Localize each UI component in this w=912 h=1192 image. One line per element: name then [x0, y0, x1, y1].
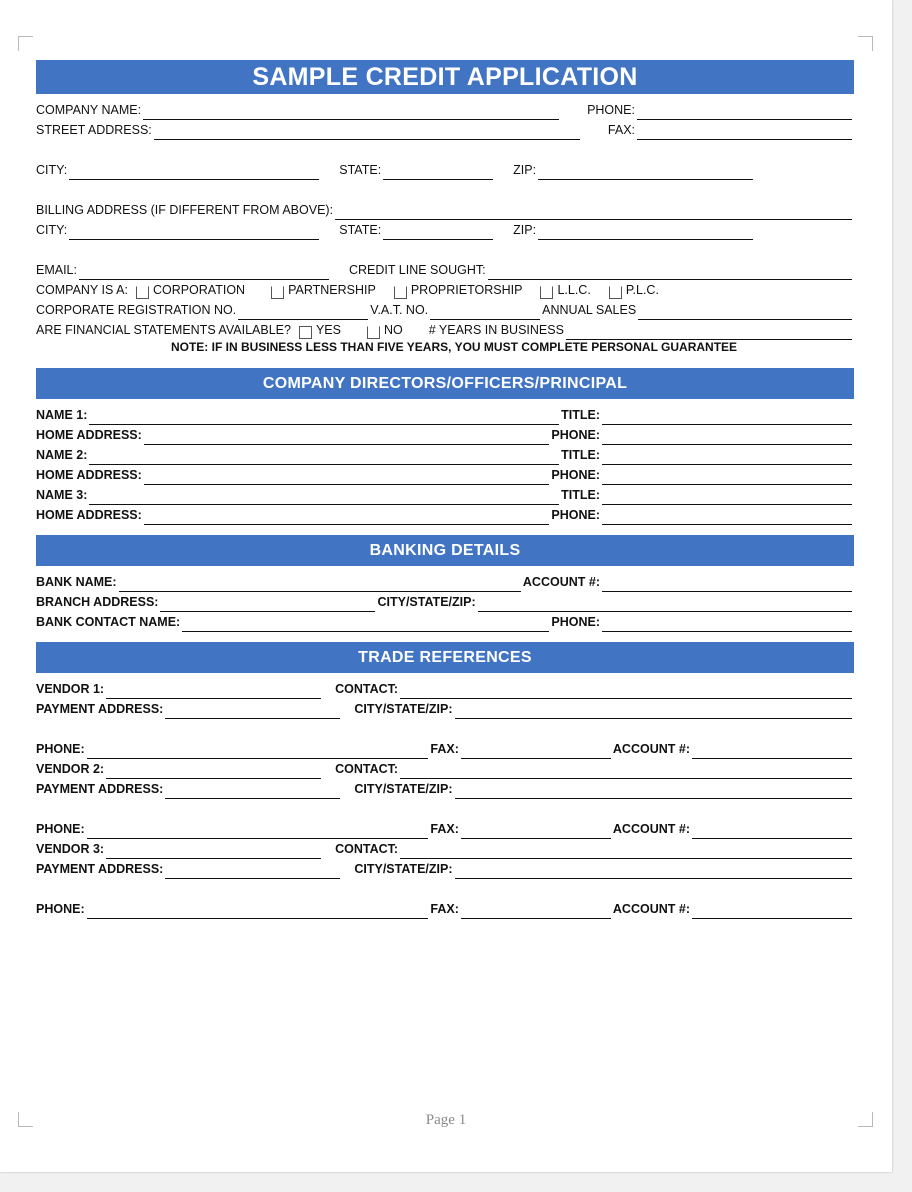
checkbox-partnership[interactable] [271, 286, 284, 299]
branch-address-input[interactable] [160, 596, 375, 612]
corporate-registration-input[interactable] [238, 304, 368, 320]
fax-input[interactable] [637, 124, 852, 140]
section-heading-banking: BANKING DETAILS [36, 535, 854, 566]
row-director-name-3 [36, 485, 854, 505]
phone-input[interactable] [637, 104, 852, 120]
row-vendor-3-payment-address [36, 859, 854, 879]
years-in-business-label: # YEARS IN BUSINESS [428, 323, 564, 337]
fax-label: FAX: [607, 123, 635, 137]
email-label: EMAIL: [36, 263, 77, 277]
vendor-2-payment-address-label: PAYMENT ADDRESS: [36, 782, 164, 796]
vendor-1-phone-input[interactable] [87, 743, 429, 759]
branch-address-label: BRANCH ADDRESS: [36, 595, 159, 609]
branch-city-state-zip-label: CITY/STATE/ZIP: [377, 595, 476, 609]
home-address-3-label: HOME ADDRESS: [36, 508, 142, 522]
title-3-input[interactable] [602, 489, 852, 505]
row-bank-name-account [36, 572, 854, 592]
financial-statements-label: ARE FINANCIAL STATEMENTS AVAILABLE? [36, 323, 291, 337]
billing-address-label: BILLING ADDRESS (IF DIFFERENT FROM ABOVE): [36, 203, 334, 217]
row-billing-address [36, 200, 854, 220]
vendor-1-contact-input[interactable] [400, 683, 852, 699]
bank-account-label: ACCOUNT #: [522, 575, 600, 589]
row-vendor-2-payment-address [36, 779, 854, 799]
vendor-2-phone-input[interactable] [87, 823, 429, 839]
zip-label: ZIP: [513, 163, 537, 177]
zip-input[interactable] [538, 164, 753, 180]
vendor-3-label: VENDOR 3: [36, 842, 105, 856]
vat-input[interactable] [430, 304, 540, 320]
vendor-3-payment-address-input[interactable] [165, 863, 340, 879]
name-1-label: NAME 1: [36, 408, 88, 422]
financials-yes-label: YES [315, 323, 341, 337]
name-1-input[interactable] [89, 409, 559, 425]
vendor-3-city-state-zip-label: CITY/STATE/ZIP: [354, 862, 453, 876]
bank-name-label: BANK NAME: [36, 575, 117, 589]
vendor-3-payment-address-label: PAYMENT ADDRESS: [36, 862, 164, 876]
row-company-name-phone [36, 100, 854, 120]
vendor-2-payment-address-input[interactable] [165, 783, 340, 799]
annual-sales-input[interactable] [638, 304, 852, 320]
vendor-2-account-input[interactable] [692, 823, 852, 839]
phone-3-input[interactable] [602, 509, 852, 525]
name-3-label: NAME 3: [36, 488, 88, 502]
email-input[interactable] [79, 264, 329, 280]
vendor-2-city-state-zip-label: CITY/STATE/ZIP: [354, 782, 453, 796]
vendor-3-input[interactable] [106, 843, 321, 859]
row-vendor-1-phone-fax-account [36, 739, 854, 759]
billing-zip-input[interactable] [538, 224, 753, 240]
row-director-address-1 [36, 425, 854, 445]
row-email-credit-line [36, 260, 854, 280]
home-address-3-input[interactable] [144, 509, 550, 525]
section-heading-trade-references: TRADE REFERENCES [36, 642, 854, 673]
vendor-3-contact-input[interactable] [400, 843, 852, 859]
row-registration-vat-sales [36, 300, 854, 320]
phone-1-label: PHONE: [551, 428, 600, 442]
title-3-label: TITLE: [561, 488, 600, 502]
vendor-2-fax-input[interactable] [461, 823, 611, 839]
vendor-2-account-label: ACCOUNT #: [612, 822, 690, 836]
state-input[interactable] [383, 164, 493, 180]
row-vendor-2-contact [36, 759, 854, 779]
personal-guarantee-note: NOTE: IF IN BUSINESS LESS THAN FIVE YEARS, YOU MUST COMPLETE PERSONAL GUARANTEE [170, 340, 738, 354]
page-footer: Page 1 [425, 1112, 467, 1128]
row-vendor-2-phone-fax-account [36, 819, 854, 839]
row-director-address-3 [36, 505, 854, 525]
vendor-1-input[interactable] [106, 683, 321, 699]
billing-city-input[interactable] [69, 224, 319, 240]
name-2-input[interactable] [89, 449, 559, 465]
credit-line-input[interactable] [488, 264, 852, 280]
phone-2-label: PHONE: [551, 468, 600, 482]
branch-city-state-zip-input[interactable] [478, 596, 852, 612]
vendor-2-phone-label: PHONE: [36, 822, 85, 836]
billing-city-label: CITY: [36, 223, 68, 237]
state-label: STATE: [339, 163, 382, 177]
crop-mark-top-left [18, 36, 33, 51]
home-address-1-input[interactable] [144, 429, 550, 445]
checkbox-corporation[interactable] [136, 286, 149, 299]
financials-no-label: NO [383, 323, 403, 337]
row-director-name-1 [36, 405, 854, 425]
street-address-input[interactable] [154, 124, 580, 140]
vendor-3-fax-input[interactable] [461, 903, 611, 919]
vendor-3-account-input[interactable] [692, 903, 852, 919]
option-label-partnership: PARTNERSHIP [288, 283, 376, 297]
row-financial-statements [36, 320, 854, 340]
title-1-input[interactable] [602, 409, 852, 425]
vendor-2-city-state-zip-input[interactable] [455, 783, 853, 799]
billing-address-input[interactable] [335, 204, 852, 220]
vendor-1-label: VENDOR 1: [36, 682, 105, 696]
bank-phone-input[interactable] [602, 616, 852, 632]
bank-contact-label: BANK CONTACT NAME: [36, 615, 181, 629]
vendor-2-fax-label: FAX: [430, 822, 459, 836]
row-vendor-3-contact [36, 839, 854, 859]
company-name-input[interactable] [143, 104, 559, 120]
vendor-3-account-label: ACCOUNT #: [612, 902, 690, 916]
title-2-label: TITLE: [561, 448, 600, 462]
name-3-input[interactable] [89, 489, 559, 505]
row-billing-city-state-zip [36, 220, 854, 240]
home-address-1-label: HOME ADDRESS: [36, 428, 142, 442]
vendor-1-contact-label: CONTACT: [335, 682, 399, 696]
vendor-2-input[interactable] [106, 763, 321, 779]
home-address-2-input[interactable] [144, 469, 550, 485]
option-label-proprietorship: PROPRIETORSHIP [410, 283, 523, 297]
bank-name-input[interactable] [119, 576, 521, 592]
vendor-3-contact-label: CONTACT: [335, 842, 399, 856]
row-company-entity-type [36, 280, 854, 300]
checkbox-proprietorship[interactable] [394, 286, 407, 299]
bank-phone-label: PHONE: [551, 615, 600, 629]
row-vendor-1-contact [36, 679, 854, 699]
vendor-1-payment-address-label: PAYMENT ADDRESS: [36, 702, 164, 716]
section-heading-directors: COMPANY DIRECTORS/OFFICERS/PRINCIPAL [36, 368, 854, 399]
phone-2-input[interactable] [602, 469, 852, 485]
vendor-1-payment-address-input[interactable] [165, 703, 340, 719]
title-2-input[interactable] [602, 449, 852, 465]
row-director-name-2 [36, 445, 854, 465]
vendor-1-fax-input[interactable] [461, 743, 611, 759]
vendor-1-phone-label: PHONE: [36, 742, 85, 756]
row-bank-contact-phone [36, 612, 854, 632]
company-is-a-label: COMPANY IS A: [36, 283, 128, 297]
company-name-label: COMPANY NAME: [36, 103, 142, 117]
home-address-2-label: HOME ADDRESS: [36, 468, 142, 482]
annual-sales-label: ANNUAL SALES [542, 303, 637, 317]
vendor-2-label: VENDOR 2: [36, 762, 105, 776]
vendor-3-city-state-zip-input[interactable] [455, 863, 853, 879]
vendor-1-account-label: ACCOUNT #: [612, 742, 690, 756]
row-city-state-zip [36, 160, 854, 180]
document-content [36, 60, 854, 919]
vendor-2-contact-input[interactable] [400, 763, 852, 779]
option-label-corporation: CORPORATION [152, 283, 246, 297]
option-label-plc: P.L.C. [625, 283, 659, 297]
billing-state-label: STATE: [339, 223, 382, 237]
vendor-3-phone-input[interactable] [87, 903, 429, 919]
checkbox-financials-yes[interactable] [299, 326, 312, 339]
page-title: SAMPLE CREDIT APPLICATION [36, 60, 854, 94]
option-label-llc: L.L.C. [557, 283, 591, 297]
row-branch-address-city [36, 592, 854, 612]
billing-state-input[interactable] [383, 224, 493, 240]
vendor-2-contact-label: CONTACT: [335, 762, 399, 776]
checkbox-llc[interactable] [540, 286, 553, 299]
city-label: CITY: [36, 163, 68, 177]
corporate-registration-label: CORPORATE REGISTRATION NO. [36, 303, 237, 317]
city-input[interactable] [69, 164, 319, 180]
phone-label: PHONE: [587, 103, 635, 117]
checkbox-plc[interactable] [609, 286, 622, 299]
checkbox-financials-no[interactable] [367, 326, 380, 339]
row-vendor-1-payment-address [36, 699, 854, 719]
vendor-1-account-input[interactable] [692, 743, 852, 759]
crop-mark-top-right [858, 36, 873, 51]
row-street-address-fax [36, 120, 854, 140]
title-1-label: TITLE: [561, 408, 600, 422]
vendor-1-fax-label: FAX: [430, 742, 459, 756]
phone-1-input[interactable] [602, 429, 852, 445]
vendor-3-phone-label: PHONE: [36, 902, 85, 916]
vendor-3-fax-label: FAX: [430, 902, 459, 916]
bank-contact-input[interactable] [182, 616, 549, 632]
vendor-1-city-state-zip-label: CITY/STATE/ZIP: [354, 702, 453, 716]
vendor-1-city-state-zip-input[interactable] [455, 703, 853, 719]
years-in-business-input[interactable] [566, 324, 852, 340]
name-2-label: NAME 2: [36, 448, 88, 462]
billing-zip-label: ZIP: [513, 223, 537, 237]
bank-account-input[interactable] [602, 576, 852, 592]
phone-3-label: PHONE: [551, 508, 600, 522]
credit-line-label: CREDIT LINE SOUGHT: [349, 263, 486, 277]
row-director-address-2 [36, 465, 854, 485]
row-vendor-3-phone-fax-account [36, 899, 854, 919]
vat-label: V.A.T. NO. [370, 303, 429, 317]
street-address-label: STREET ADDRESS: [36, 123, 152, 137]
